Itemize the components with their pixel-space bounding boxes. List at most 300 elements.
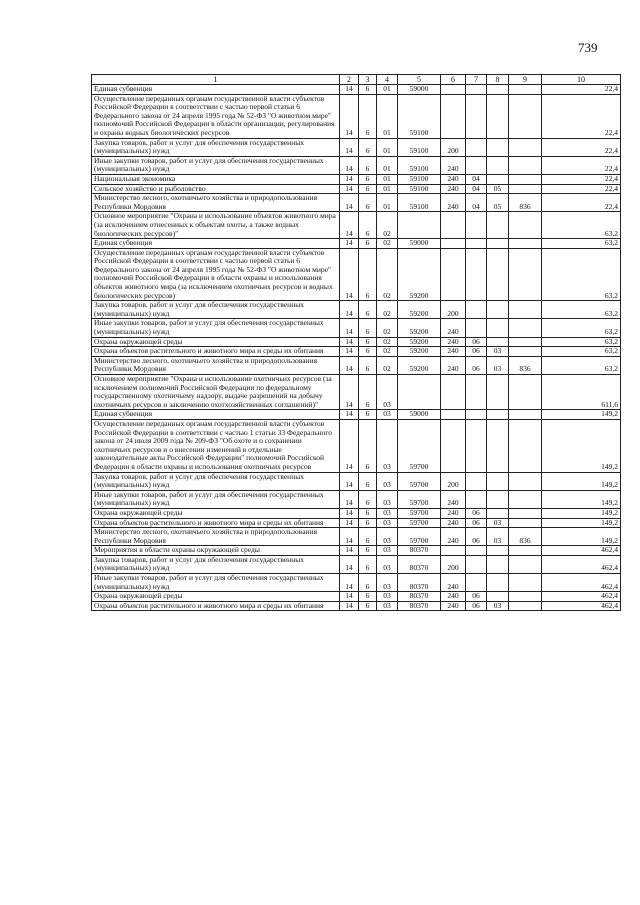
- ministry-cell: [509, 85, 542, 95]
- section-cell: 14: [340, 356, 359, 374]
- subsection-cell: 6: [359, 138, 377, 156]
- section-cell: 14: [340, 138, 359, 156]
- program-cell: 03: [377, 508, 398, 518]
- subsection-cell: 6: [359, 174, 377, 184]
- subdivision-cell: [487, 592, 509, 602]
- section-cell: 14: [340, 601, 359, 611]
- item-name-cell: Осуществление переданных органам государственной власти субъектов Российской Федерации в соответствии с частью первой статьи 6 Федерального закона от 24 апреля 1995 года № 52-ФЗ "О животном мире" полномочий Российской Федерации в области организации, регулирования и охраны водных биологических ресурсов: [92, 94, 340, 138]
- amount-cell: 63,2: [542, 337, 621, 347]
- program-cell: 02: [377, 337, 398, 347]
- ministry-cell: [509, 574, 542, 592]
- program-cell: 03: [377, 410, 398, 420]
- item-name-cell: Единая субвенция: [92, 85, 340, 95]
- table-row: [92, 518, 621, 528]
- target-item-cell: 80370: [398, 546, 441, 556]
- target-item-cell: 59200: [398, 347, 441, 357]
- target-item-cell: 59200: [398, 337, 441, 347]
- program-cell: 02: [377, 356, 398, 374]
- amount-cell: 149,2: [542, 410, 621, 420]
- header-cell: 3: [359, 75, 377, 85]
- target-item-cell: 59100: [398, 184, 441, 194]
- table-row: [92, 555, 621, 573]
- section-cell: 14: [340, 574, 359, 592]
- amount-cell: 462,4: [542, 555, 621, 573]
- ministry-cell: [509, 138, 542, 156]
- ministry-cell: [509, 301, 542, 319]
- section-cell: 14: [340, 156, 359, 174]
- expense-type-cell: 200: [441, 138, 466, 156]
- expense-type-cell: [441, 212, 466, 239]
- subdivision-cell: 03: [487, 356, 509, 374]
- expense-type-cell: [441, 546, 466, 556]
- item-name-cell: Охрана окружающей среды: [92, 337, 340, 347]
- expense-type-cell: 240: [441, 174, 466, 184]
- subdivision-cell: 05: [487, 194, 509, 212]
- division-cell: 06: [466, 592, 487, 602]
- ministry-cell: 836: [509, 194, 542, 212]
- subdivision-cell: 05: [487, 184, 509, 194]
- program-cell: 03: [377, 592, 398, 602]
- table-row: [92, 174, 621, 184]
- subdivision-cell: 03: [487, 528, 509, 546]
- table-row: [92, 85, 621, 95]
- item-name-cell: Осуществление переданных органам государственной власти субъектов Российской Федерации в соответствии с частью первой статьи 6 Федерального закона от 24 апреля 1995 года № 52-ФЗ "О животном мире" полномочий Российской Федерации в области охраны и использования объектов животного мира (за исключением охотничьих ресурсов и водных биологических ресурсов): [92, 248, 340, 301]
- expense-type-cell: 240: [441, 156, 466, 174]
- program-cell: 02: [377, 212, 398, 239]
- amount-cell: 63,2: [542, 212, 621, 239]
- subdivision-cell: [487, 138, 509, 156]
- ministry-cell: 836: [509, 356, 542, 374]
- subdivision-cell: [487, 156, 509, 174]
- division-cell: [466, 419, 487, 472]
- ministry-cell: [509, 156, 542, 174]
- table-row: [92, 347, 621, 357]
- section-cell: 14: [340, 592, 359, 602]
- subsection-cell: 6: [359, 472, 377, 490]
- division-cell: [466, 472, 487, 490]
- table-row: [92, 184, 621, 194]
- item-name-cell: Иные закупки товаров, работ и услуг для обеспечения государственных (муниципальных) нужд: [92, 319, 340, 337]
- subsection-cell: 6: [359, 94, 377, 138]
- subdivision-cell: 03: [487, 601, 509, 611]
- expense-type-cell: [441, 419, 466, 472]
- amount-cell: 63,2: [542, 347, 621, 357]
- amount-cell: 63,2: [542, 248, 621, 301]
- program-cell: 02: [377, 239, 398, 249]
- item-name-cell: Сельское хозяйство и рыболовство: [92, 184, 340, 194]
- division-cell: [466, 301, 487, 319]
- subdivision-cell: [487, 174, 509, 184]
- ministry-cell: [509, 319, 542, 337]
- subdivision-cell: [487, 239, 509, 249]
- header-cell: 10: [542, 75, 621, 85]
- table-row: [92, 375, 621, 410]
- subdivision-cell: [487, 490, 509, 508]
- program-cell: 03: [377, 546, 398, 556]
- division-cell: 06: [466, 347, 487, 357]
- item-name-cell: Министерство лесного, охотничьего хозяйства и природопользования Республики Мордовия: [92, 194, 340, 212]
- header-cell: 6: [441, 75, 466, 85]
- item-name-cell: Единая субвенция: [92, 239, 340, 249]
- table-row: [92, 248, 621, 301]
- target-item-cell: 59200: [398, 319, 441, 337]
- program-cell: 02: [377, 319, 398, 337]
- ministry-cell: [509, 248, 542, 301]
- ministry-cell: [509, 337, 542, 347]
- subdivision-cell: [487, 248, 509, 301]
- expense-type-cell: 200: [441, 472, 466, 490]
- expense-type-cell: 240: [441, 528, 466, 546]
- division-cell: 06: [466, 337, 487, 347]
- subdivision-cell: 03: [487, 347, 509, 357]
- ministry-cell: [509, 375, 542, 410]
- item-name-cell: Охрана окружающей среды: [92, 592, 340, 602]
- section-cell: 14: [340, 85, 359, 95]
- header-cell: 8: [487, 75, 509, 85]
- subdivision-cell: [487, 546, 509, 556]
- section-cell: 14: [340, 301, 359, 319]
- ministry-cell: [509, 592, 542, 602]
- section-cell: 14: [340, 337, 359, 347]
- section-cell: 14: [340, 248, 359, 301]
- program-cell: 01: [377, 184, 398, 194]
- division-cell: [466, 375, 487, 410]
- division-cell: [466, 138, 487, 156]
- division-cell: [466, 212, 487, 239]
- division-cell: [466, 555, 487, 573]
- target-item-cell: 59700: [398, 518, 441, 528]
- expense-type-cell: 200: [441, 555, 466, 573]
- division-cell: [466, 410, 487, 420]
- amount-cell: 22,4: [542, 156, 621, 174]
- program-cell: 03: [377, 601, 398, 611]
- subsection-cell: 6: [359, 528, 377, 546]
- expense-type-cell: 240: [441, 601, 466, 611]
- subsection-cell: 6: [359, 356, 377, 374]
- table-row: [92, 508, 621, 518]
- item-name-cell: Закупка товаров, работ и услуг для обеспечения государственных (муниципальных) нужд: [92, 138, 340, 156]
- amount-cell: 149,2: [542, 419, 621, 472]
- ministry-cell: [509, 410, 542, 420]
- program-cell: 02: [377, 248, 398, 301]
- subdivision-cell: [487, 375, 509, 410]
- section-cell: 14: [340, 528, 359, 546]
- subdivision-cell: [487, 419, 509, 472]
- header-cell: 2: [340, 75, 359, 85]
- division-cell: 06: [466, 518, 487, 528]
- table-row: [92, 528, 621, 546]
- subsection-cell: 6: [359, 194, 377, 212]
- target-item-cell: 80370: [398, 574, 441, 592]
- table-row: [92, 410, 621, 420]
- program-cell: 03: [377, 518, 398, 528]
- section-cell: 14: [340, 375, 359, 410]
- expense-type-cell: [441, 248, 466, 301]
- ministry-cell: [509, 94, 542, 138]
- expense-type-cell: [441, 410, 466, 420]
- ministry-cell: [509, 472, 542, 490]
- section-cell: 14: [340, 319, 359, 337]
- expense-type-cell: [441, 375, 466, 410]
- program-cell: 01: [377, 85, 398, 95]
- table-row: [92, 239, 621, 249]
- ministry-cell: 836: [509, 528, 542, 546]
- target-item-cell: 59100: [398, 138, 441, 156]
- division-cell: [466, 574, 487, 592]
- subsection-cell: 6: [359, 555, 377, 573]
- division-cell: 04: [466, 184, 487, 194]
- item-name-cell: Национальная экономика: [92, 174, 340, 184]
- table-row: [92, 94, 621, 138]
- item-name-cell: Министерство лесного, охотничьего хозяйства и природопользования Республики Мордовия: [92, 356, 340, 374]
- table-row: [92, 194, 621, 212]
- subdivision-cell: [487, 410, 509, 420]
- table-row: [92, 546, 621, 556]
- target-item-cell: 59000: [398, 239, 441, 249]
- item-name-cell: Иные закупки товаров, работ и услуг для обеспечения государственных (муниципальных) нужд: [92, 156, 340, 174]
- expense-type-cell: [441, 94, 466, 138]
- subsection-cell: 6: [359, 301, 377, 319]
- subsection-cell: 6: [359, 347, 377, 357]
- subsection-cell: 6: [359, 85, 377, 95]
- target-item-cell: [398, 375, 441, 410]
- item-name-cell: Основное мероприятие "Охрана и использование охотничьих ресурсов (за исключением полномочий Российской Федерации по федеральному государственному охотничьему надзору, выдаче разрешений на добычу охотничьих ресурсов и заключению охотхозяйственных соглашений)": [92, 375, 340, 410]
- item-name-cell: Охрана объектов растительного и животного мира и среды их обитания: [92, 601, 340, 611]
- program-cell: 03: [377, 490, 398, 508]
- subsection-cell: 6: [359, 518, 377, 528]
- subdivision-cell: [487, 555, 509, 573]
- expense-type-cell: 240: [441, 508, 466, 518]
- amount-cell: 22,4: [542, 184, 621, 194]
- subdivision-cell: [487, 337, 509, 347]
- amount-cell: 149,2: [542, 518, 621, 528]
- section-cell: 14: [340, 184, 359, 194]
- ministry-cell: [509, 508, 542, 518]
- ministry-cell: [509, 419, 542, 472]
- subdivision-cell: [487, 508, 509, 518]
- program-cell: 01: [377, 174, 398, 184]
- section-cell: 14: [340, 546, 359, 556]
- table-row: [92, 592, 621, 602]
- section-cell: 14: [340, 555, 359, 573]
- header-cell: 5: [398, 75, 441, 85]
- expense-type-cell: 240: [441, 592, 466, 602]
- header-cell: 1: [92, 75, 340, 85]
- subsection-cell: 6: [359, 337, 377, 347]
- ministry-cell: [509, 174, 542, 184]
- item-name-cell: Закупка товаров, работ и услуг для обеспечения государственных (муниципальных) нужд: [92, 555, 340, 573]
- target-item-cell: 80370: [398, 601, 441, 611]
- subsection-cell: 6: [359, 212, 377, 239]
- item-name-cell: Закупка товаров, работ и услуг для обеспечения государственных (муниципальных) нужд: [92, 301, 340, 319]
- target-item-cell: 59700: [398, 472, 441, 490]
- ministry-cell: [509, 184, 542, 194]
- subsection-cell: 6: [359, 592, 377, 602]
- ministry-cell: [509, 601, 542, 611]
- header-cell: 9: [509, 75, 542, 85]
- ministry-cell: [509, 212, 542, 239]
- program-cell: 01: [377, 94, 398, 138]
- program-cell: 03: [377, 555, 398, 573]
- item-name-cell: Мероприятия в области охраны окружающей среды: [92, 546, 340, 556]
- item-name-cell: Охрана объектов растительного и животного мира и среды их обитания: [92, 518, 340, 528]
- section-cell: 14: [340, 347, 359, 357]
- division-cell: 06: [466, 356, 487, 374]
- expense-type-cell: [441, 85, 466, 95]
- item-name-cell: Единая субвенция: [92, 410, 340, 420]
- table-header-row: [92, 75, 621, 85]
- target-item-cell: 59000: [398, 410, 441, 420]
- table-row: [92, 337, 621, 347]
- division-cell: 04: [466, 194, 487, 212]
- subsection-cell: 6: [359, 419, 377, 472]
- header-cell: 4: [377, 75, 398, 85]
- program-cell: 03: [377, 528, 398, 546]
- target-item-cell: 59700: [398, 419, 441, 472]
- amount-cell: 22,4: [542, 194, 621, 212]
- expense-type-cell: 240: [441, 319, 466, 337]
- subsection-cell: 6: [359, 239, 377, 249]
- amount-cell: 149,2: [542, 490, 621, 508]
- target-item-cell: 59700: [398, 508, 441, 518]
- amount-cell: 63,2: [542, 301, 621, 319]
- division-cell: [466, 156, 487, 174]
- expense-type-cell: [441, 239, 466, 249]
- subdivision-cell: 03: [487, 518, 509, 528]
- item-name-cell: Закупка товаров, работ и услуг для обеспечения государственных (муниципальных) нужд: [92, 472, 340, 490]
- budget-table: [91, 74, 621, 611]
- section-cell: 14: [340, 518, 359, 528]
- table-row: [92, 301, 621, 319]
- amount-cell: 149,2: [542, 528, 621, 546]
- ministry-cell: [509, 239, 542, 249]
- subsection-cell: 6: [359, 490, 377, 508]
- subsection-cell: 6: [359, 184, 377, 194]
- item-name-cell: Иные закупки товаров, работ и услуг для обеспечения государственных (муниципальных) нужд: [92, 490, 340, 508]
- expense-type-cell: 240: [441, 347, 466, 357]
- target-item-cell: 80370: [398, 555, 441, 573]
- target-item-cell: 59100: [398, 156, 441, 174]
- ministry-cell: [509, 546, 542, 556]
- program-cell: 01: [377, 194, 398, 212]
- section-cell: 14: [340, 212, 359, 239]
- subsection-cell: 6: [359, 574, 377, 592]
- amount-cell: 22,4: [542, 174, 621, 184]
- target-item-cell: 59100: [398, 174, 441, 184]
- division-cell: 06: [466, 528, 487, 546]
- subdivision-cell: [487, 301, 509, 319]
- subdivision-cell: [487, 574, 509, 592]
- ministry-cell: [509, 518, 542, 528]
- expense-type-cell: 240: [441, 574, 466, 592]
- section-cell: 14: [340, 94, 359, 138]
- program-cell: 03: [377, 574, 398, 592]
- subsection-cell: 6: [359, 375, 377, 410]
- subsection-cell: 6: [359, 546, 377, 556]
- section-cell: 14: [340, 419, 359, 472]
- amount-cell: 22,4: [542, 85, 621, 95]
- amount-cell: 149,2: [542, 472, 621, 490]
- target-item-cell: 59200: [398, 356, 441, 374]
- target-item-cell: 59700: [398, 528, 441, 546]
- amount-cell: 462,4: [542, 546, 621, 556]
- item-name-cell: Осуществление переданных органам государственной власти субъектов Российской Федерации в соответствии с частью 1 статьи 33 Федерального закона от 24 июля 2009 года № 209-ФЗ "Об охоте и о сохранении охотничьих ресурсов и о внесении изменений в отдельные законодательные акты Российской Федерации" полномочий Российской Федерации в области охраны и использования охотничьих ресурсов: [92, 419, 340, 472]
- item-name-cell: Министерство лесного, охотничьего хозяйства и природопользования Республики Мордовия: [92, 528, 340, 546]
- target-item-cell: [398, 212, 441, 239]
- subdivision-cell: [487, 85, 509, 95]
- subsection-cell: 6: [359, 248, 377, 301]
- expense-type-cell: 240: [441, 337, 466, 347]
- division-cell: [466, 248, 487, 301]
- amount-cell: 63,2: [542, 356, 621, 374]
- amount-cell: 22,4: [542, 94, 621, 138]
- program-cell: 01: [377, 138, 398, 156]
- item-name-cell: Иные закупки товаров, работ и услуг для обеспечения государственных (муниципальных) нужд: [92, 574, 340, 592]
- division-cell: [466, 94, 487, 138]
- table-row: [92, 490, 621, 508]
- division-cell: [466, 319, 487, 337]
- amount-cell: 149,2: [542, 508, 621, 518]
- program-cell: 01: [377, 156, 398, 174]
- subsection-cell: 6: [359, 319, 377, 337]
- item-name-cell: Основное мероприятие "Охрана и использование объектов животного мира (за исключением отнесенных к объектам охоты, а также водных биологических ресурсов)": [92, 212, 340, 239]
- table-row: [92, 419, 621, 472]
- target-item-cell: 59700: [398, 490, 441, 508]
- header-cell: 7: [466, 75, 487, 85]
- division-cell: 04: [466, 174, 487, 184]
- division-cell: [466, 239, 487, 249]
- expense-type-cell: 240: [441, 184, 466, 194]
- expense-type-cell: 240: [441, 518, 466, 528]
- section-cell: 14: [340, 410, 359, 420]
- program-cell: 02: [377, 347, 398, 357]
- division-cell: 06: [466, 601, 487, 611]
- amount-cell: 462,4: [542, 601, 621, 611]
- table-row: [92, 601, 621, 611]
- table-row: [92, 574, 621, 592]
- division-cell: 06: [466, 508, 487, 518]
- table-row: [92, 212, 621, 239]
- subsection-cell: 6: [359, 410, 377, 420]
- section-cell: 14: [340, 508, 359, 518]
- table-row: [92, 156, 621, 174]
- division-cell: [466, 85, 487, 95]
- section-cell: 14: [340, 239, 359, 249]
- subsection-cell: 6: [359, 508, 377, 518]
- program-cell: 02: [377, 301, 398, 319]
- target-item-cell: 59100: [398, 94, 441, 138]
- target-item-cell: 59200: [398, 248, 441, 301]
- division-cell: [466, 546, 487, 556]
- expense-type-cell: 200: [441, 301, 466, 319]
- target-item-cell: 80370: [398, 592, 441, 602]
- section-cell: 14: [340, 490, 359, 508]
- subsection-cell: 6: [359, 601, 377, 611]
- item-name-cell: Охрана окружающей среды: [92, 508, 340, 518]
- item-name-cell: Охрана объектов растительного и животного мира и среды их обитания: [92, 347, 340, 357]
- section-cell: 14: [340, 194, 359, 212]
- amount-cell: 462,4: [542, 574, 621, 592]
- amount-cell: 63,2: [542, 239, 621, 249]
- ministry-cell: [509, 555, 542, 573]
- target-item-cell: 59000: [398, 85, 441, 95]
- amount-cell: 63,2: [542, 319, 621, 337]
- subdivision-cell: [487, 319, 509, 337]
- expense-type-cell: 240: [441, 356, 466, 374]
- subsection-cell: 6: [359, 156, 377, 174]
- ministry-cell: [509, 490, 542, 508]
- amount-cell: 611,6: [542, 375, 621, 410]
